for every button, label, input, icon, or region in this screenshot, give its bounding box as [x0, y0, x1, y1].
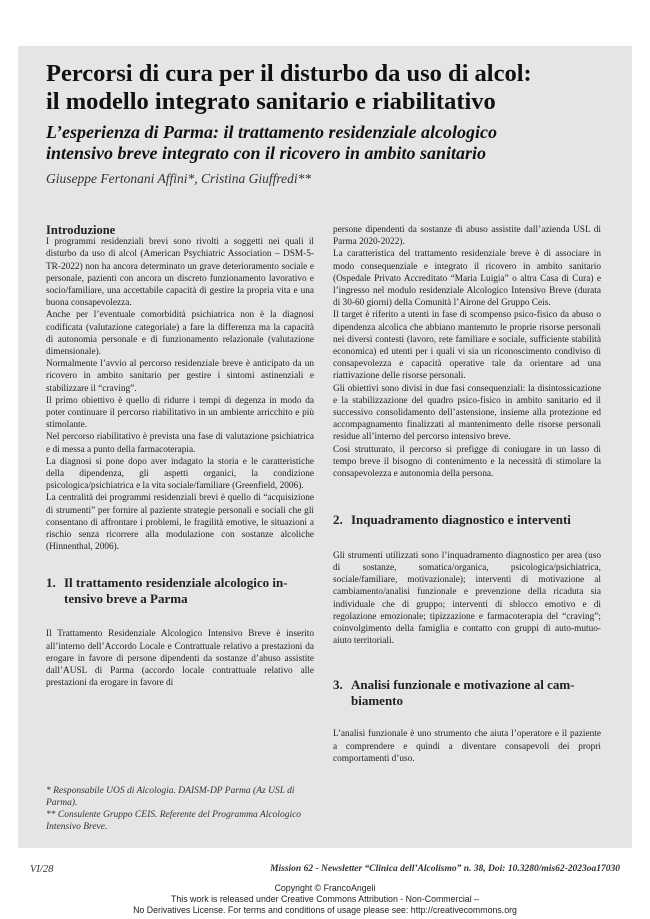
col2-paragraph-5: Così strutturato, il percorso si prefigge di coniugare in un lasso di tempo breve il bisogno di contenimento e la necessità di stimolare la consapevolezza e autonomia della persona.: [333, 444, 601, 480]
subtitle-line-1: L’esperienza di Parma: il trattamento residenziale alcologico: [46, 122, 497, 142]
intro-paragraph-3: Normalmente l’avvio al percorso residenziale breve è anticipato da un ricovero in ambito sanitario per gestire i sintomi astinenziali e stabilizzare il “craving”.: [46, 359, 314, 394]
footnote-1: * Responsabile UOS di Alcologia. DAISM-DP Parma (Az USL di Parma).: [46, 786, 295, 808]
col2-paragraph-3: Il target è riferito a utenti in fase di scompenso psico-fisico da abuso o dipendenza alcolica che abbiano mantenuto le proprie risorse personali nei diversi contesti (lavoro, rete familiare e sociale, sufficiente stabilità economica) ed utenti per i quali vi sia un riconoscimento condiviso di consapevolezza e capacità operative tale da orientare ad una riattivazione delle risorse personali.: [333, 310, 601, 382]
section-2-title: Inquadramento diagnostico e interventi: [351, 512, 571, 528]
col2-paragraph-1: persone dipendenti da sostanze di abuso assistite dall’azienda USL di Parma 2020-2022).: [333, 225, 601, 248]
col2-paragraph-4: Gli obiettivi sono divisi in due fasi consequenziali: la disintossicazione e la stabilizzazione del quadro psico-fisico in ambito sanitario ed il successivo consolidamento dell’astensione, insieme alla protezione ed accompagnamento finalizzati al mantenimento delle risorse personali residue all’interno del percorso intensivo breve.: [333, 383, 601, 443]
section-3-title-a: Analisi funzionale e motivazione al cam-: [351, 677, 575, 693]
left-column: [46, 224, 314, 690]
intro-paragraph-4: Il primo obiettivo è quello di ridurre i tempi di degenza in modo da poter continuare il percorso riabilitativo in un ambiente arricchito e più stimolante.: [46, 395, 314, 431]
article-subtitle: [46, 122, 616, 164]
page-number: VI/28: [30, 864, 54, 875]
intro-paragraph-6: La diagnosi si pone dopo aver indagato la storia e le caratteristiche della dipendenza, gli aspetti organici, la condizione psicologica/psichiatrica e la vita sociale/familiare (Greenfield, 2006).: [46, 456, 314, 492]
intro-heading: Introduzione: [46, 223, 116, 237]
section-1-title-b: tensivo breve a Parma: [64, 590, 188, 606]
intro-paragraph-5: Nel percorso riabilitativo è prevista una fase di valutazione psichiatrica e di messa a punto della farmacoterapia.: [46, 432, 314, 455]
copyright-notice: [0, 883, 650, 915]
section-1-heading: [46, 575, 314, 606]
intro-paragraph-7: La centralità dei programmi residenziali brevi è quello di “acquisizione di strumenti” per fornire al paziente strategie personali e sociali che gli consentano di affrontare i problemi, le fragilità emotive, le situazioni a rischio senza ricorrere alla modulazione con sostanze alcoliche (Hinnenthal, 2006).: [46, 493, 314, 553]
section-2-heading: [333, 512, 601, 528]
section-3-paragraph: L’analisi funzionale è uno strumento che aiuta l’operatore e il paziente a comprendere e quindi a diventare consapevoli dei propri comportamenti d’uso.: [333, 729, 601, 764]
section-1-paragraph: Il Trattamento Residenziale Alcologico Intensivo Breve è inserito all’interno dell’Accordo Locale e Contrattuale relativo a prestazioni da erogare in favore di persone dipendenti da sostanze d’abuso assistite dall’AUSL di Parma (accordo locale contrattuale relativo alle prestazioni da erogare in favore di: [46, 629, 314, 689]
section-3-title-b: biamento: [351, 692, 403, 708]
journal-citation: Mission 62 - Newsletter “Clinica dell’Alcolismo” n. 38, Doi: 10.3280/mis62-2023oa17030: [270, 864, 620, 874]
footnotes: [46, 785, 314, 833]
copyright-line-3: No Derivatives License. For terms and conditions of usage please see: http://creativecommons.org: [133, 904, 517, 915]
copyright-line-2: This work is released under Creative Commons Attribution - Non-Commercial –: [170, 893, 479, 904]
intro-paragraph-2: Anche per l’eventuale comorbidità psichiatrica non è la diagnosi codificata (valutazione categoriale) a fare la differenza ma la capacità di autonomia personale e di funzionamento relazionale (valutazione dimensionale).: [46, 310, 314, 358]
intro-paragraph-1: I programmi residenziali brevi sono rivolti a soggetti nei quali il disturbo da uso di alcol (American Psychiatric Association – DSM-5-TR-2022) non ha ancora determinato un grave deterioramento sociale e personale, pazienti con ancora un discreto funzionamento lavorativo e socio/familiare, una accettabile capacità di gestire la propria vita e una buona consapevolezza.: [46, 237, 314, 309]
article-title: [46, 60, 616, 116]
subtitle-line-2: intensivo breve integrato con il ricovero in ambito sanitario: [46, 143, 487, 163]
section-1-number: 1.: [46, 575, 56, 591]
section-3-number: 3.: [333, 677, 343, 693]
footnote-2: ** Consulente Gruppo CEIS. Referente del Programma Alcologico Intensivo Breve.: [46, 810, 302, 832]
title-line-1: Percorsi di cura per il disturbo da uso di alcol:: [46, 60, 532, 87]
section-2-paragraph: Gli strumenti utilizzati sono l’inquadramento diagnostico per area (uso di sostanze, somatica/organica, psicologica/psichiatrica, sociale/familiare, motivazionale); interventi di motivazione al cambiamento/analisi funzionale e prevenzione della ricaduta sia individuale che di gruppo; interventi di sblocco emotivo e di regolazione emozionale; tipizzazione e farmacoterapia del “craving”; coinvolgimento della famiglia e contatto con gruppi di auto-mutuo-aiuto territoriali.: [333, 550, 601, 647]
section-1-title-a: Il trattamento residenziale alcologico in-: [64, 575, 288, 591]
copyright-line-1: Copyright © FrancoAngeli: [274, 883, 376, 893]
title-line-2: il modello integrato sanitario e riabilitativo: [46, 88, 496, 115]
authors: Giuseppe Fertonani Affini*, Cristina Giuffredi**: [46, 171, 312, 186]
col2-paragraph-2: La caratteristica del trattamento residenziale breve è di associare in modo consequenziale e integrato il ricovero in ambito sanitario (Ospedale Privato Accreditato “Maria Luigia” o altra Casa di Cura) e l’ingresso nel modulo residenziale Alcologico Intensivo Breve (durata di 30-60 giorni) della Comunità l’Airone del Gruppo Ceis.: [333, 249, 601, 309]
section-3-heading: [333, 677, 601, 708]
section-2-number: 2.: [333, 512, 343, 528]
right-column: [333, 224, 601, 765]
